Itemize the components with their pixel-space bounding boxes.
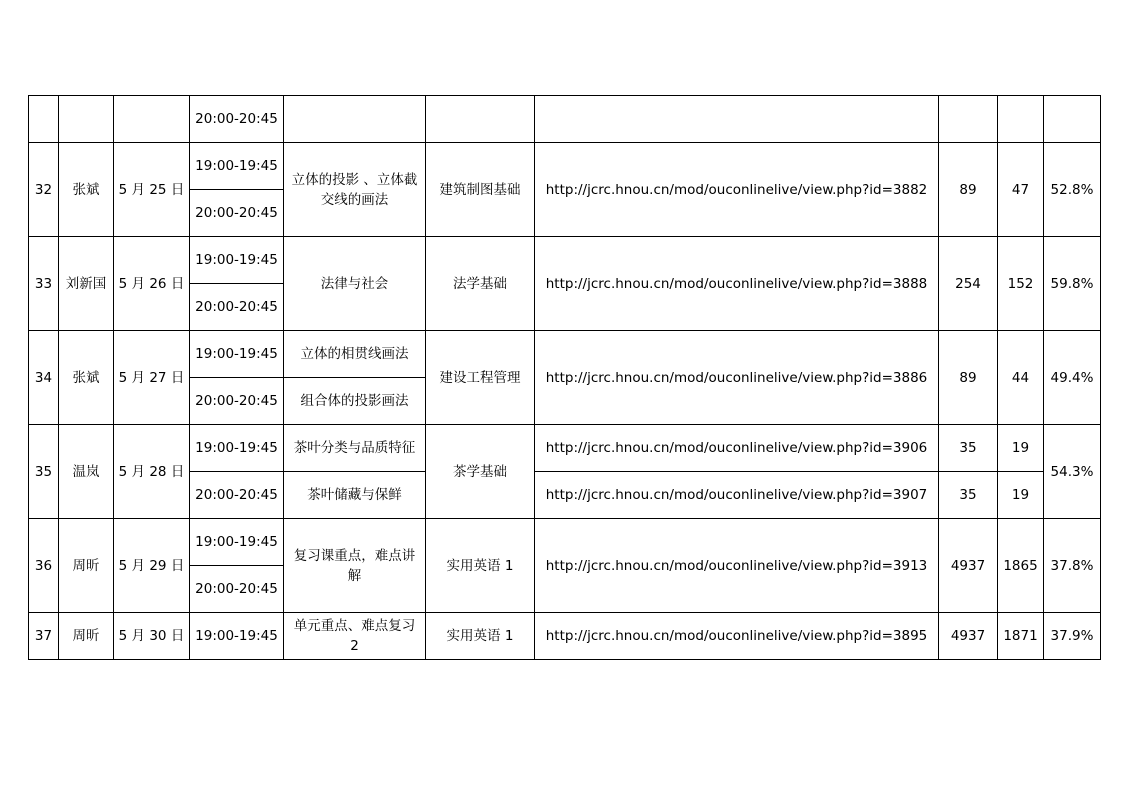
course-cell: 茶学基础	[426, 425, 535, 519]
topic-cell: 立体的相贯线画法	[284, 331, 426, 378]
url-link[interactable]: http://jcrc.hnou.cn/mod/ouconlinelive/view.php?id=3895	[535, 613, 939, 660]
time-cell: 19:00-19:45	[190, 143, 284, 190]
attended-cell: 47	[998, 143, 1044, 237]
url-cell	[535, 96, 939, 143]
rate-cell: 37.9%	[1044, 613, 1101, 660]
teacher-cell: 张斌	[59, 331, 114, 425]
topic-cell: 立体的投影 、立体截交线的画法	[284, 143, 426, 237]
course-cell: 实用英语 1	[426, 519, 535, 613]
teacher-cell: 周昕	[59, 519, 114, 613]
topic-cell: 法律与社会	[284, 237, 426, 331]
table-row	[29, 519, 1101, 566]
enrolled-cell: 4937	[939, 613, 998, 660]
date-cell: 5 月 29 日	[114, 519, 190, 613]
time-cell: 20:00-20:45	[190, 566, 284, 613]
no-cell: 32	[29, 143, 59, 237]
date-cell: 5 月 26 日	[114, 237, 190, 331]
attended-cell: 44	[998, 331, 1044, 425]
url-link[interactable]: http://jcrc.hnou.cn/mod/ouconlinelive/view.php?id=3906	[535, 425, 939, 472]
teacher-cell	[59, 96, 114, 143]
enrolled-cell: 254	[939, 237, 998, 331]
date-cell: 5 月 25 日	[114, 143, 190, 237]
time-cell: 20:00-20:45	[190, 96, 284, 143]
course-cell	[426, 96, 535, 143]
table-row	[29, 143, 1101, 190]
time-cell: 19:00-19:45	[190, 613, 284, 660]
schedule-table	[28, 95, 1101, 660]
time-cell: 19:00-19:45	[190, 425, 284, 472]
teacher-cell: 张斌	[59, 143, 114, 237]
time-cell: 19:00-19:45	[190, 237, 284, 284]
rate-cell	[1044, 96, 1101, 143]
time-cell: 19:00-19:45	[190, 519, 284, 566]
enrolled-cell: 89	[939, 143, 998, 237]
course-cell: 实用英语 1	[426, 613, 535, 660]
rate-cell: 52.8%	[1044, 143, 1101, 237]
time-cell: 20:00-20:45	[190, 472, 284, 519]
teacher-cell: 周昕	[59, 613, 114, 660]
course-cell: 建设工程管理	[426, 331, 535, 425]
enrolled-cell: 35	[939, 472, 998, 519]
table-row	[29, 331, 1101, 378]
topic-cell: 茶叶分类与品质特征	[284, 425, 426, 472]
url-link[interactable]: http://jcrc.hnou.cn/mod/ouconlinelive/view.php?id=3913	[535, 519, 939, 613]
table-row	[29, 96, 1101, 143]
url-link[interactable]: http://jcrc.hnou.cn/mod/ouconlinelive/view.php?id=3888	[535, 237, 939, 331]
enrolled-cell: 4937	[939, 519, 998, 613]
rate-cell: 37.8%	[1044, 519, 1101, 613]
attended-cell: 152	[998, 237, 1044, 331]
no-cell: 35	[29, 425, 59, 519]
no-cell	[29, 96, 59, 143]
rate-cell: 59.8%	[1044, 237, 1101, 331]
enrolled-cell: 89	[939, 331, 998, 425]
attended-cell: 19	[998, 472, 1044, 519]
time-cell: 20:00-20:45	[190, 190, 284, 237]
date-cell	[114, 96, 190, 143]
attended-cell: 19	[998, 425, 1044, 472]
attended-cell: 1865	[998, 519, 1044, 613]
rate-cell: 49.4%	[1044, 331, 1101, 425]
no-cell: 34	[29, 331, 59, 425]
date-cell: 5 月 27 日	[114, 331, 190, 425]
enrolled-cell	[939, 96, 998, 143]
time-cell: 20:00-20:45	[190, 378, 284, 425]
topic-cell: 复习课重点，难点讲解	[284, 519, 426, 613]
url-link[interactable]: http://jcrc.hnou.cn/mod/ouconlinelive/view.php?id=3907	[535, 472, 939, 519]
course-cell: 法学基础	[426, 237, 535, 331]
no-cell: 36	[29, 519, 59, 613]
table-row	[29, 472, 1101, 519]
attended-cell: 1871	[998, 613, 1044, 660]
teacher-cell: 刘新国	[59, 237, 114, 331]
table-row	[29, 613, 1101, 660]
topic-cell: 单元重点、难点复习 2	[284, 613, 426, 660]
topic-cell: 茶叶储藏与保鲜	[284, 472, 426, 519]
table-row	[29, 237, 1101, 284]
url-link[interactable]: http://jcrc.hnou.cn/mod/ouconlinelive/view.php?id=3882	[535, 143, 939, 237]
no-cell: 33	[29, 237, 59, 331]
attended-cell	[998, 96, 1044, 143]
enrolled-cell: 35	[939, 425, 998, 472]
time-cell: 19:00-19:45	[190, 331, 284, 378]
teacher-cell: 温岚	[59, 425, 114, 519]
time-cell: 20:00-20:45	[190, 284, 284, 331]
table-row	[29, 425, 1101, 472]
topic-cell: 组合体的投影画法	[284, 378, 426, 425]
rate-cell: 54.3%	[1044, 425, 1101, 519]
url-link[interactable]: http://jcrc.hnou.cn/mod/ouconlinelive/view.php?id=3886	[535, 331, 939, 425]
no-cell: 37	[29, 613, 59, 660]
topic-cell	[284, 96, 426, 143]
course-cell: 建筑制图基础	[426, 143, 535, 237]
date-cell: 5 月 28 日	[114, 425, 190, 519]
date-cell: 5 月 30 日	[114, 613, 190, 660]
